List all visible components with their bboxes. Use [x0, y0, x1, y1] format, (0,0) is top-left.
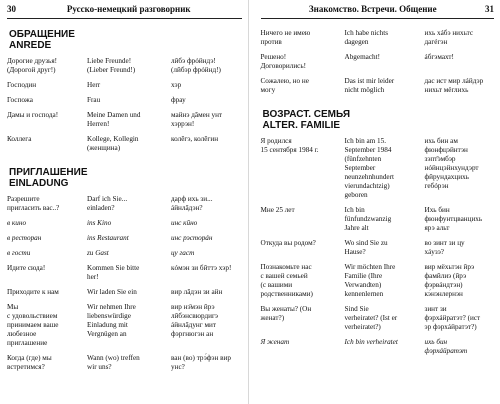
phrase-row — [261, 77, 495, 95]
page-gutter — [248, 0, 249, 404]
phrase-row — [7, 288, 242, 297]
transcription-text: цу гаст — [171, 249, 195, 257]
german-text: Abgemacht! — [344, 53, 381, 61]
transcription-text: колēгэ, колēгин — [171, 135, 219, 143]
russian-text: Коллега — [7, 135, 32, 143]
german-text: Wir möchten Ihre Familie (Ihre Verwandten) kennenlernen — [344, 263, 396, 298]
phrase-row — [7, 219, 242, 228]
transcription-text: лӣбэ фрόйндэ! (лӣбэр фрόйнд!) — [171, 57, 221, 74]
section-heading: ВОЗРАСТ. СЕМЬЯ ALTER. FAMILIE — [262, 109, 351, 131]
transcription-text: во зинт зи цу хáузэ? — [424, 239, 465, 256]
russian-text: Госпожа — [7, 96, 33, 104]
german-text: ins Kino — [87, 219, 112, 227]
phrase-row — [261, 239, 495, 257]
german-text: Das ist mir leider nicht möglich — [344, 77, 395, 94]
page-number: 30 — [7, 4, 16, 14]
russian-text: Я женат — [260, 338, 290, 346]
section-heading: ОБРАЩЕНИЕ ANREDE — [9, 29, 75, 51]
transcription-text: инс кӣно — [171, 219, 198, 227]
german-text: Wo sind Sie zu Hause? — [344, 239, 388, 256]
german-text: ins Restaurant — [87, 234, 129, 242]
german-text: Ich bin am 15. September 1984 (fünfzehnten September neunzehnhundert vierundachtzig) geboren — [344, 137, 394, 199]
phrase-row — [7, 303, 242, 348]
transcription-text: ихь бин ам фюнфцэйнтэн зэпт̄эмбэр нóйнцэйнхундэрт фӣрундахцихь гебóрэн — [424, 137, 479, 190]
transcription-text: хэр — [171, 81, 182, 89]
russian-text: Сожалею, но не могу — [260, 77, 309, 94]
section-anrede — [7, 29, 242, 153]
phrase-row — [7, 135, 242, 153]
phrase-row — [7, 354, 242, 372]
left-page — [0, 0, 248, 404]
transcription-text: вир мёхьтэн ӣрэ фамӣлиэ (ӣрэ фэрвáндтэн) кэ́нэнлернэн — [424, 263, 475, 298]
transcription-text: ван (вo) трэ́фэн вир унс? — [171, 354, 231, 371]
phrase-row — [261, 53, 495, 71]
transcription-text: майнэ дāмен унт хэррэн! — [171, 111, 223, 128]
transcription-text: вир лāдэн зи айн — [171, 288, 223, 296]
german-text: Frau — [87, 96, 101, 104]
section-alter-familie — [261, 109, 495, 356]
german-text: Wann (wo) treffen wir uns? — [87, 354, 140, 371]
phrase-row — [7, 96, 242, 105]
russian-text: Приходите к нам — [7, 288, 59, 296]
german-text: Liebe Freunde! (Lieber Freund!) — [87, 57, 136, 74]
german-text: Herr — [87, 81, 101, 89]
german-text: Meine Damen und Herren! — [87, 111, 141, 128]
russian-text: Вы женаты? (Он женат?) — [260, 305, 312, 322]
page-number: 31 — [485, 4, 494, 14]
section-heading: ПРИГЛАШЕНИЕ EINLADUNG — [9, 167, 88, 189]
transcription-text: ихь бин фэрхáйратэт — [424, 338, 468, 355]
section-einladung — [7, 167, 242, 372]
transcription-text: инс рэсторáн — [171, 234, 213, 242]
transcription-text: Ихь бин фюнфунтцванцихь ярэ альт — [424, 206, 483, 232]
left-running-header — [7, 0, 242, 19]
transcription-text: дарф ихь зи... áйнлāдэн? — [171, 195, 213, 212]
continued-phrases — [261, 29, 495, 95]
russian-text: Разрешите пригласить вас..? — [7, 195, 60, 212]
transcription-text: фрау — [171, 96, 186, 104]
phrase-row — [7, 264, 242, 282]
russian-text: Откуда вы родом? — [260, 239, 316, 247]
transcription-text: кóмэн зи бӣттэ хэр! — [171, 264, 232, 272]
transcription-text: ихь хáбэ нихьтс дагéгэн — [424, 29, 474, 46]
german-text: Darf ich Sie... einladen? — [87, 195, 128, 212]
phrase-row — [7, 234, 242, 243]
russian-text: Я родился 15 сентября 1984 г. — [260, 137, 319, 154]
phrase-row — [261, 338, 495, 356]
transcription-text: дас ист мир лáйдэр нихьт мёглихь — [424, 77, 484, 94]
russian-text: Господин — [7, 81, 37, 89]
phrase-row — [7, 57, 242, 75]
running-title: Русско-немецкий разговорник — [66, 4, 191, 14]
russian-text: Дамы и господа! — [7, 111, 59, 119]
german-text: Ich bin verheiratet — [344, 338, 398, 346]
russian-text: в гости — [7, 249, 31, 257]
transcription-text: áбгэмахт! — [424, 53, 454, 61]
phrase-row — [7, 195, 242, 213]
german-text: Ich habe nichts dagegen — [344, 29, 389, 46]
transcription-text: вир нэ̄мэн ӣрэ лӣбэнсвюрдигэ áйнлāдунг мит фэргнюгэн ан — [171, 303, 219, 338]
russian-text: Ничего не имею против — [260, 29, 311, 46]
german-text: Wir laden Sie ein — [87, 288, 137, 296]
russian-text: Мне 25 лет — [260, 206, 295, 214]
phrase-row — [7, 111, 242, 129]
phrase-row — [261, 29, 495, 47]
running-title: Знакомство. Встречи. Общение — [308, 4, 437, 14]
right-running-header — [261, 0, 495, 19]
russian-text: в кино — [7, 219, 27, 227]
german-text: Ich bin fünfundzwanzig Jahre alt — [344, 206, 392, 232]
german-text: Kollege, Kollegin (женщина) — [87, 135, 139, 152]
transcription-text: зинт зи фэрхáйратэт? (ист эр фэрхáйратэт?) — [424, 305, 481, 331]
russian-text: Познакомьте нас с вашей семьей (с вашими родственниками) — [260, 263, 313, 298]
russian-text: Идите сюда! — [7, 264, 46, 272]
phrase-row — [261, 305, 495, 332]
russian-text: Решено! Договорились! — [260, 53, 307, 70]
phrase-row — [261, 263, 495, 299]
russian-text: Дорогие друзья! (Дорогой друг!) — [7, 57, 58, 74]
german-text: Wir nehmen Ihre liebenswürdige Einladung mit Vergnügen an — [87, 303, 136, 338]
phrase-row — [7, 81, 242, 90]
german-text: Kommen Sie bitte her! — [87, 264, 140, 281]
german-text: zu Gast — [87, 249, 109, 257]
german-text: Sind Sie verheiratet? (Ist er verheiratet?) — [344, 305, 398, 331]
phrase-row — [261, 206, 495, 233]
phrase-row — [261, 137, 495, 200]
russian-text: Мы с удовольствием принимаем ваше любезное приглашение — [7, 303, 59, 347]
russian-text: Когда (где) мы встретимся? — [7, 354, 52, 371]
right-page — [253, 0, 500, 404]
phrase-row — [7, 249, 242, 258]
russian-text: в ресторан — [7, 234, 42, 242]
